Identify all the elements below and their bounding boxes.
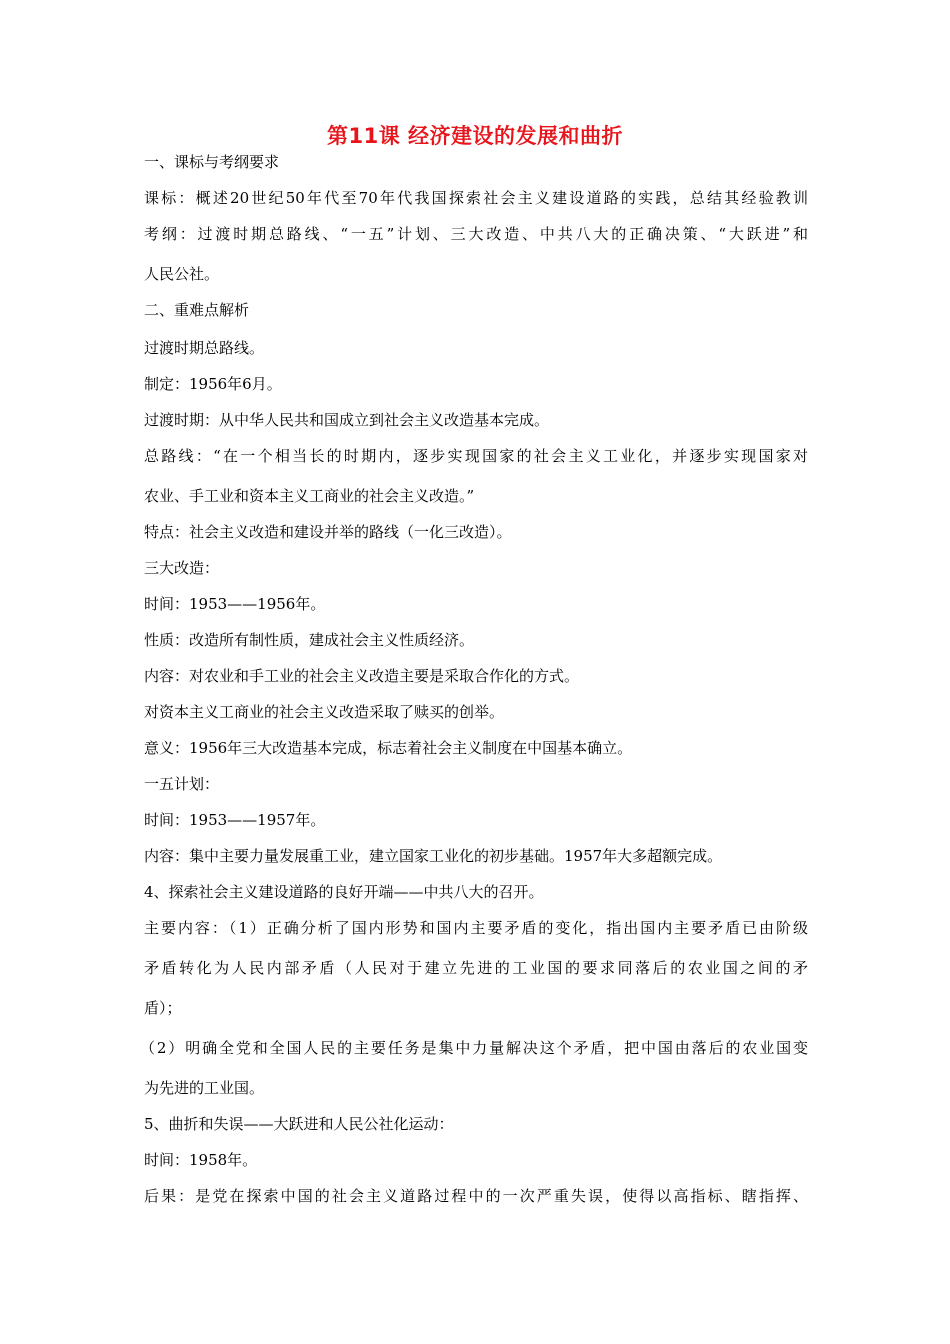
text-line: 为先进的工业国。: [144, 1079, 265, 1097]
text-line: 矛盾转化为人民内部矛盾（人民对于建立先进的工业国的要求同落后的农业国之间的矛: [144, 959, 808, 977]
text-line: （2）明确全党和全国人民的主要任务是集中力量解决这个矛盾，把中国由落后的农业国变: [140, 1039, 808, 1057]
section-heading-analysis: 二、重难点解析: [144, 301, 250, 319]
text-line: 意义：1956年三大改造基本完成，标志着社会主义制度在中国基本确立。: [144, 739, 633, 757]
text-line: 三大改造：: [144, 559, 220, 577]
text-line: 性质：改造所有制性质，建成社会主义性质经济。: [144, 631, 475, 649]
text-line: 特点：社会主义改造和建设并举的路线（一化三改造）。: [144, 523, 512, 541]
text-line: 主要内容：（1）正确分析了国内形势和国内主要矛盾的变化，指出国内主要矛盾已由阶级: [144, 919, 808, 937]
text-line: 一五计划：: [144, 775, 220, 793]
text-line: 过渡时期总路线。: [144, 339, 265, 357]
text-line: 时间：1953——1957年。: [144, 811, 326, 829]
text-line: 时间：1953——1956年。: [144, 595, 326, 613]
text-line: 总路线：“在一个相当长的时期内，逐步实现国家的社会主义工业化，并逐步实现国家对: [144, 447, 808, 465]
text-line: 过渡时期：从中华人民共和国成立到社会主义改造基本完成。: [144, 411, 550, 429]
lesson-title: 第11课 经济建设的发展和曲折: [326, 124, 624, 148]
text-line: 农业、手工业和资本主义工商业的社会主义改造。”: [144, 487, 475, 505]
text-line: 对资本主义工商业的社会主义改造采取了赎买的创举。: [144, 703, 505, 721]
text-line: 4、探索社会主义建设道路的良好开端——中共八大的召开。: [144, 883, 544, 901]
text-line: 制定：1956年6月。: [144, 375, 282, 393]
text-line: 5、曲折和失误——大跃进和人民公社化运动：: [144, 1115, 454, 1133]
text-line: 时间：1958年。: [144, 1151, 258, 1169]
text-line: 人民公社。: [144, 265, 220, 283]
text-line: 后果：是党在探索中国的社会主义道路过程中的一次严重失误，使得以高指标、瞎指挥、: [144, 1187, 808, 1205]
text-line: 内容：对农业和手工业的社会主义改造主要是采取合作化的方式。: [144, 667, 580, 685]
text-line: 内容：集中主要力量发展重工业，建立国家工业化的初步基础。1957年大多超额完成。: [144, 847, 723, 865]
text-line: 考纲：过渡时期总路线、“一五”计划、三大改造、中共八大的正确决策、“大跃进”和: [144, 225, 808, 243]
text-line: 课标：概述20世纪50年代至70年代我国探索社会主义建设道路的实践，总结其经验教训: [144, 189, 808, 207]
text-line: 盾）；: [144, 999, 182, 1017]
section-heading-requirements: 一、课标与考纲要求: [144, 153, 280, 171]
